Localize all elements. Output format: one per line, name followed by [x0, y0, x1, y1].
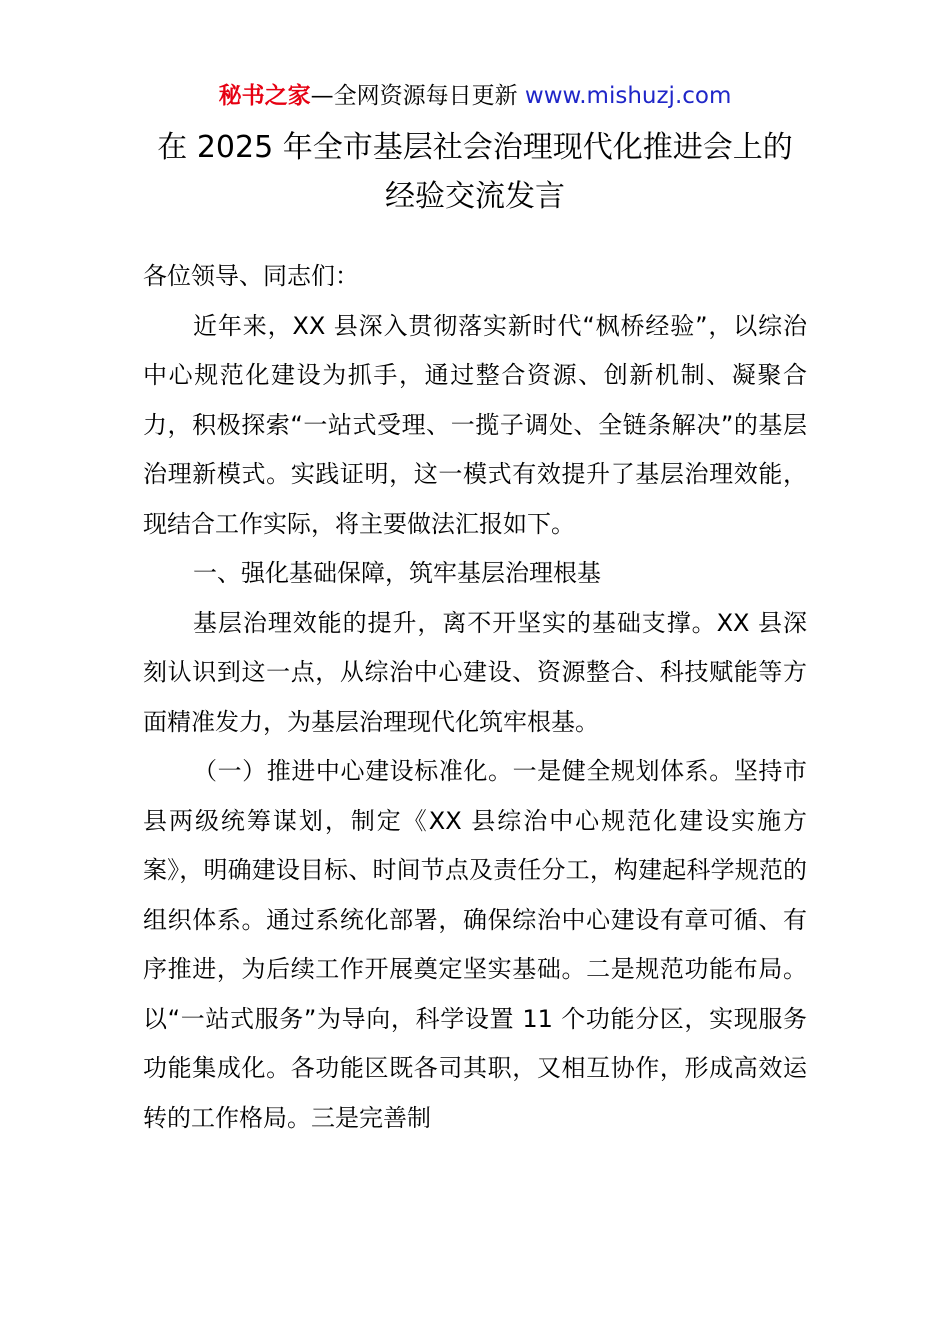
document-title-line-2: 经验交流发言 [385, 179, 565, 214]
section-1-intro-paragraph: 基层治理效能的提升，离不开坚实的基础支撑。XX 县深刻认识到这一点，从综治中心建设、资源整合、科技赋能等方面精准发力，为基层治理现代化筑牢根基。 [143, 608, 807, 736]
site-url-link[interactable]: www.mishuzj.com [524, 83, 732, 109]
site-header [0, 80, 950, 112]
site-brand: 秘书之家 [218, 83, 311, 109]
document-title-line-1: 在 2025 年全市基层社会治理现代化推进会上的 [157, 130, 793, 165]
section-1-heading: 一、强化基础保障，筑牢基层治理根基 [193, 559, 601, 587]
salutation: 各位领导、同志们： [143, 262, 359, 290]
document-body [143, 252, 807, 1143]
intro-paragraph: 近年来，XX 县深入贯彻落实新时代“枫桥经验”，以综治中心规范化建设为抓手，通过整合资源、创新机制、凝聚合力，积极探索“一站式受理、一揽子调处、全链条解决”的基层治理新模式。实践证明，这一模式有效提升了基层治理效能，现结合工作实际，将主要做法汇报如下。 [143, 311, 807, 538]
section-1-sub-1-paragraph: （一）推进中心建设标准化。一是健全规划体系。坚持市县两级统筹谋划，制定《XX 县综治中心规范化建设实施方案》，明确建设目标、时间节点及责任分工，构建起科学规范的组织体系。通过系统化部署，确保综治中心建设有章可循、有序推进，为后续工作开展奠定坚实基础。二是规范功能布局。以“一站式服务”为导向，科学设置 11 个功能分区，实现服务功能集成化。各功能区既各司其职，又相互协作，形成高效运转的工作格局。三是完善制 [143, 757, 807, 1132]
site-tagline: —全网资源每日更新 [310, 83, 518, 109]
